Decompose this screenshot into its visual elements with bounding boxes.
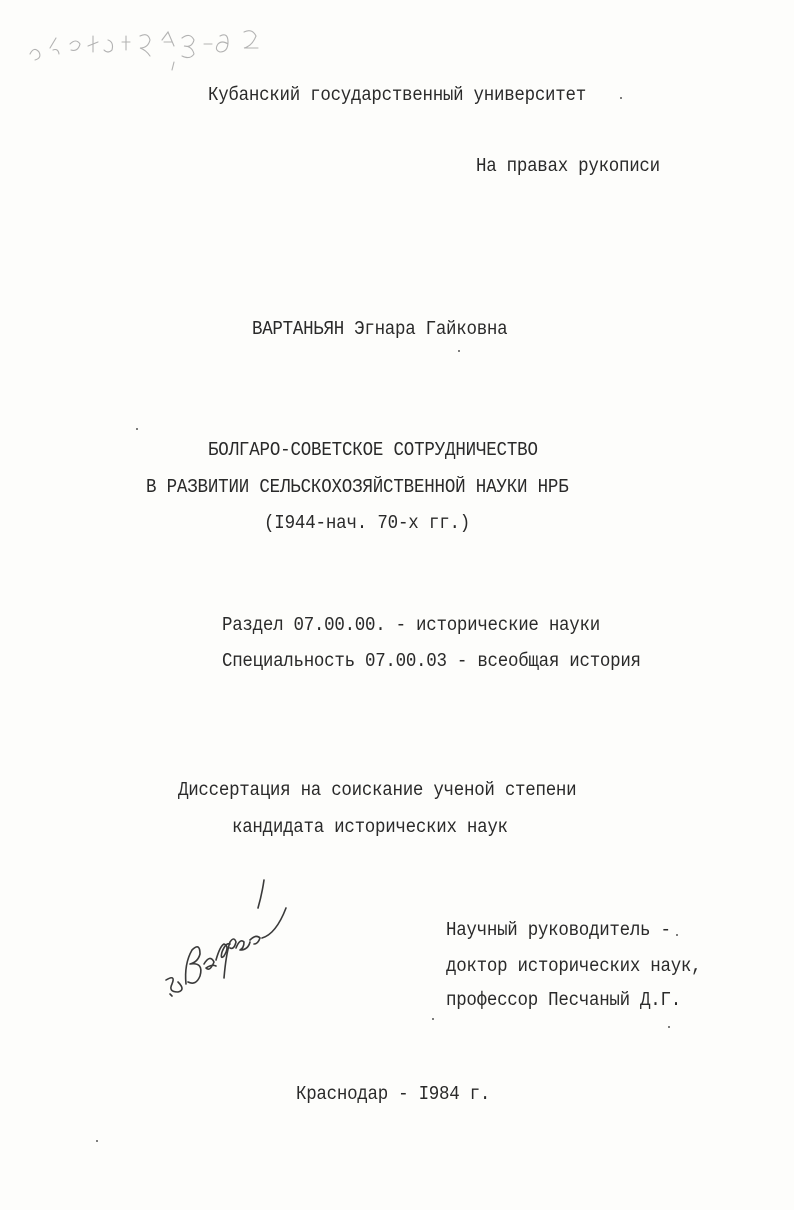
scan-speck [432,1018,434,1020]
university-name: Кубанский государственный университет [208,84,586,106]
supervisor-line-3: профессор Песчаный Д.Г. [446,989,681,1011]
section-code: Раздел 07.00.00. - исторические науки [222,614,600,636]
place-and-year: Краснодар - I984 г. [296,1083,491,1105]
scan-speck [620,97,622,99]
title-line-1: БОЛГАРО-СОВЕТСКОЕ СОТРУДНИЧЕСТВО [208,439,538,461]
scan-speck [676,934,678,936]
scan-speck [96,1140,98,1142]
author-signature [150,868,310,1008]
archive-stamp [22,14,272,84]
supervisor-line-1: Научный руководитель - [446,919,671,941]
author-name: ВАРТАНЬЯН Эгнара Гайковна [252,318,508,340]
title-line-2: В РАЗВИТИИ СЕЛЬСКОХОЗЯЙСТВЕННОЙ НАУКИ НРБ [146,476,569,498]
scan-speck [458,350,460,352]
title-line-3: (I944-нач. 70-х гг.) [264,512,471,534]
manuscript-rights-note: На правах рукописи [476,155,660,177]
degree-line-1: Диссертация на соискание ученой степени [178,779,577,801]
scan-speck [668,1026,670,1028]
specialty-code: Специальность 07.00.03 - всеобщая история [222,650,641,672]
supervisor-line-2: доктор исторических наук, [446,955,702,977]
degree-line-2: кандидата исторических наук [232,816,508,838]
scan-speck [136,428,138,430]
